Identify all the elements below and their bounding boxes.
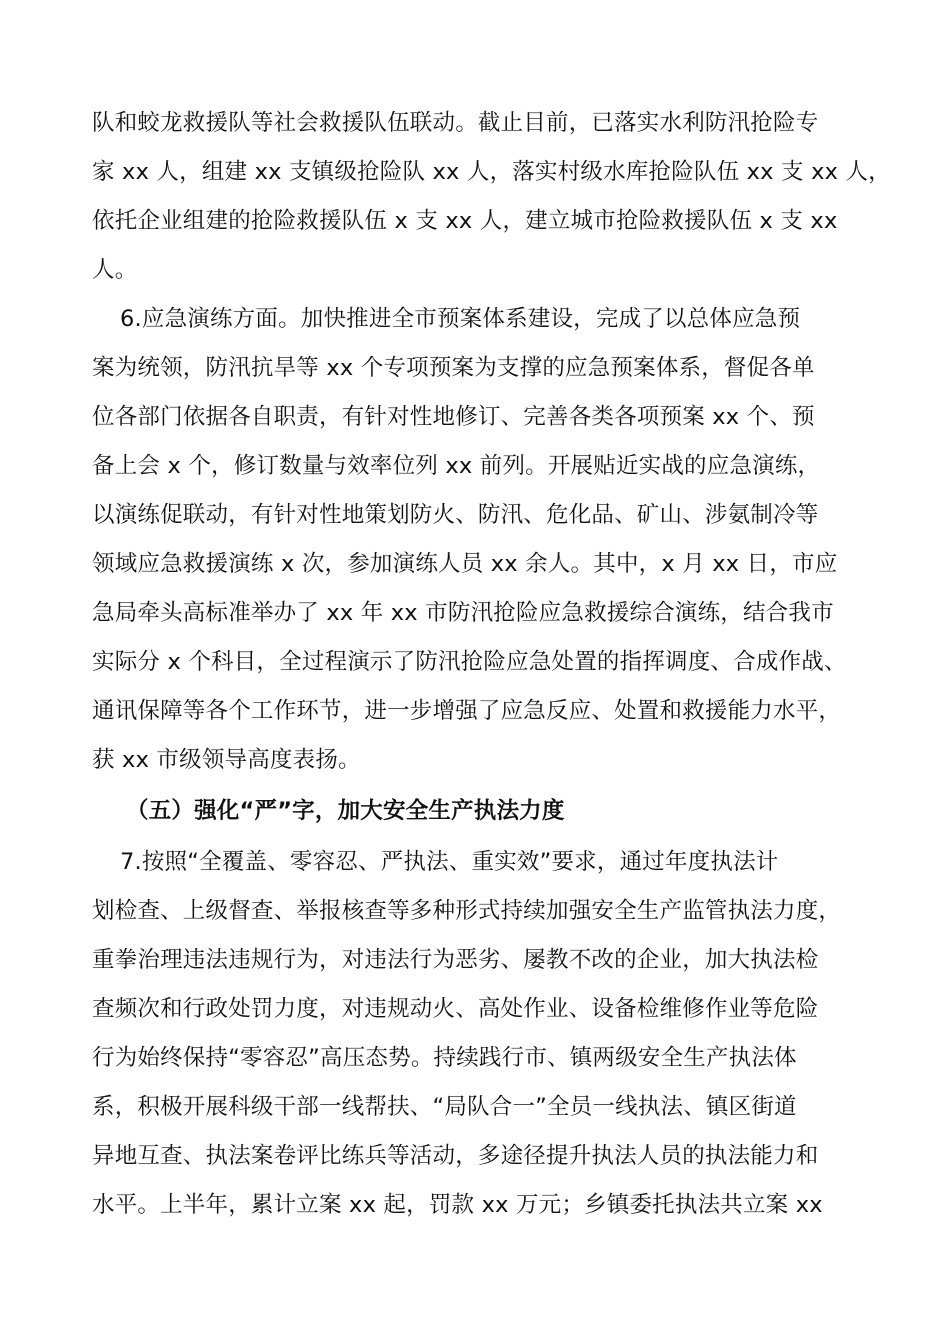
text-line: 实际分 x 个科目，全过程演示了防汛抢险应急处置的指挥调度、合成作战、 xyxy=(92,649,847,675)
text-line: 备上会 x 个，修订数量与效率位列 xx 前列。开展贴近实战的应急演练， xyxy=(92,453,821,479)
text-line: 行为始终保持“零容忍”高压态势。持续践行市、镇两级安全生产执法体 xyxy=(92,1045,797,1071)
text-line: 人。 xyxy=(92,257,138,283)
text-line: 急局牵头高标准举办了 xx 年 xx 市防汛抢险应急救援综合演练，结合我市 xyxy=(92,600,834,626)
text-line: 位各部门依据各自职责，有针对性地修订、完善各类各项预案 xx 个、预 xyxy=(92,404,815,430)
text-line: 重拳治理违法违规行为，对违法行为恶劣、屡教不改的企业，加大执法检 xyxy=(92,947,819,973)
text-line: 划检查、上级督查、举报核查等多种形式持续加强安全生产监管执法力度， xyxy=(92,898,842,924)
text-line: 通讯保障等各个工作环节，进一步增强了应急反应、处置和救援能力水平， xyxy=(92,698,842,724)
text-line: 水平。上半年，累计立案 xx 起，罚款 xx 万元；乡镇委托执法共立案 xx xyxy=(92,1192,823,1218)
text-line: 案为统领，防汛抗旱等 xx 个专项预案为支撑的应急预案体系，督促各单 xyxy=(92,355,815,381)
text-line: 领域应急救援演练 x 次，参加演练人员 xx 余人。其中，x 月 xx 日，市应 xyxy=(92,551,838,577)
text-line: 异地互查、执法案卷评比练兵等活动，多途径提升执法人员的执法能力和 xyxy=(92,1143,819,1169)
paragraph-6-start: 6.应急演练方面。加快推进全市预案体系建设，完成了以总体应急预 xyxy=(120,306,801,332)
text-line: 系，积极开展科级干部一线帮扶、“局队合一”全员一线执法、镇区街道 xyxy=(92,1094,797,1120)
text-line: 家 xx 人，组建 xx 支镇级抢险队 xx 人，落实村级水库抢险队伍 xx 支 xx 人， xyxy=(92,159,891,185)
text-line: 依托企业组建的抢险救援队伍 x 支 xx 人，建立城市抢险救援队伍 x 支 xx xyxy=(92,208,838,234)
paragraph-7-start: 7.按照“全覆盖、零容忍、严执法、重实效”要求，通过年度执法计 xyxy=(120,849,779,875)
section-heading: （五）强化“严”字，加大安全生产执法力度 xyxy=(126,798,565,824)
text-line: 队和蛟龙救援队等社会救援队伍联动。截止目前，已落实水利防汛抢险专 xyxy=(92,110,819,136)
text-line: 获 xx 市级领导高度表扬。 xyxy=(92,747,361,773)
text-line: 以演练促联动，有针对性地策划防火、防汛、危化品、矿山、涉氨制冷等 xyxy=(92,502,819,528)
text-line: 查频次和行政处罚力度，对违规动火、高处作业、设备检维修作业等危险 xyxy=(92,996,819,1022)
